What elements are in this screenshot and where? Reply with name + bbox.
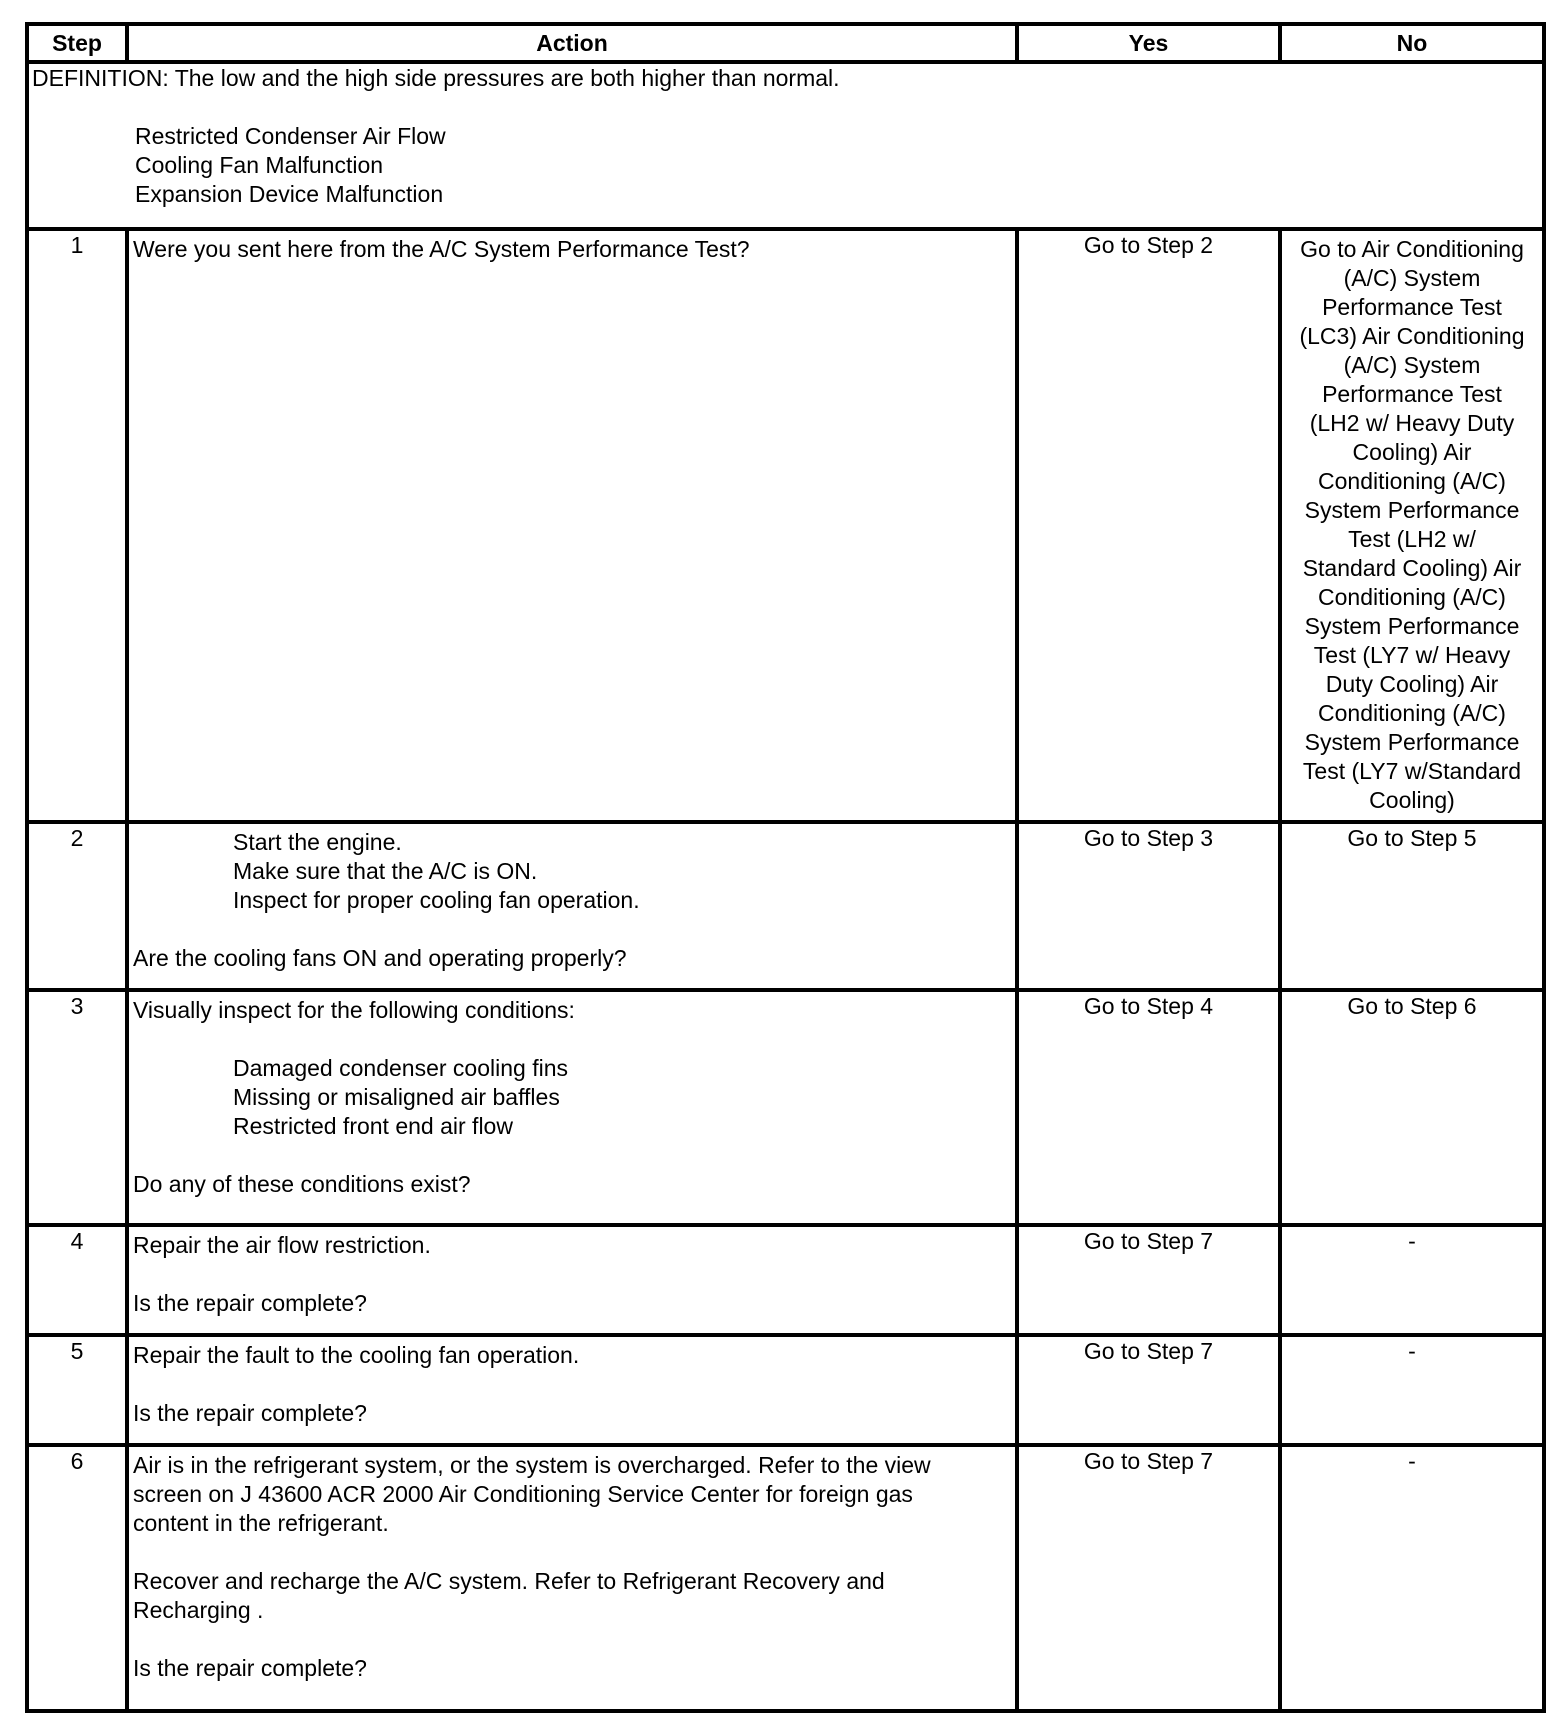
action-question: Is the repair complete? [133,1655,367,1681]
action-question: Is the repair complete? [133,1400,367,1426]
action-question: Do any of these conditions exist? [133,1171,471,1197]
action-text: Air is in the refrigerant system, or the system is overcharged. Refer to the view [133,1452,931,1478]
action-intro: Repair the fault to the cooling fan operation. [133,1342,580,1368]
definition-text: DEFINITION: The low and the high side pressures are both higher than normal. [32,65,840,91]
no-result [1280,229,1544,822]
no-line: Standard Cooling) Air [1302,555,1522,581]
action-item: Start the engine. [233,829,402,855]
action-question: Is the repair complete? [133,1290,367,1316]
action-question: Were you sent here from the A/C System Performance Test? [133,236,750,262]
cause-item: Expansion Device Malfunction [135,181,444,207]
yes-result: Go to Step 7 [1017,1335,1280,1445]
yes-result: Go to Step 4 [1017,990,1280,1225]
action-text: Recharging . [133,1597,264,1623]
diagnostic-table [25,22,1546,1713]
no-line: Performance Test [1322,381,1502,407]
no-line: Cooling) [1369,787,1455,813]
action-intro: Visually inspect for the following conditions: [133,997,575,1023]
yes-result: Go to Step 2 [1017,229,1280,822]
action-cell [127,229,1017,822]
no-line: System Performance [1304,729,1520,755]
step-row-1 [27,229,1544,822]
action-text: content in the refrigerant. [133,1510,389,1536]
no-line: Conditioning (A/C) [1318,700,1506,726]
yes-result: Go to Step 3 [1017,822,1280,990]
no-line: System Performance [1304,497,1520,523]
step-number: 4 [27,1225,127,1335]
no-line: Duty Cooling) Air [1325,671,1499,697]
step-number: 1 [27,229,127,822]
action-cell [127,1445,1017,1711]
step-number: 3 [27,990,127,1225]
no-line: (A/C) System [1343,352,1481,378]
no-line: Test (LH2 w/ [1348,526,1476,552]
step-row-3 [27,990,1544,1225]
no-line: Conditioning (A/C) [1318,468,1506,494]
no-result: - [1280,1335,1544,1445]
action-intro: Repair the air flow restriction. [133,1232,431,1258]
yes-result: Go to Step 7 [1017,1445,1280,1711]
action-text: Recover and recharge the A/C system. Refer to Refrigerant Recovery and [133,1568,885,1594]
header-no: No [1280,24,1544,62]
yes-result: Go to Step 7 [1017,1225,1280,1335]
definition-cell [27,62,1544,229]
step-row-6 [27,1445,1544,1711]
step-row-4 [27,1225,1544,1335]
cause-item: Restricted Condenser Air Flow [135,123,446,149]
action-cell [127,1225,1017,1335]
action-text: screen on J 43600 ACR 2000 Air Conditioning Service Center for foreign gas [133,1481,913,1507]
no-result: Go to Step 6 [1280,990,1544,1225]
no-line: Conditioning (A/C) [1318,584,1506,610]
definition-row [27,62,1544,229]
no-line: Cooling) Air [1352,439,1472,465]
no-line: (A/C) System [1343,265,1481,291]
no-line: (LH2 w/ Heavy Duty [1309,410,1515,436]
step-row-2 [27,822,1544,990]
no-line: Performance Test [1322,294,1502,320]
no-line: Test (LY7 w/Standard [1302,758,1522,784]
action-item: Missing or misaligned air baffles [233,1084,560,1110]
action-cell [127,990,1017,1225]
action-item: Make sure that the A/C is ON. [233,858,538,884]
header-row [27,24,1544,62]
cause-item: Cooling Fan Malfunction [135,152,384,178]
action-cell [127,1335,1017,1445]
action-item: Damaged condenser cooling fins [233,1055,568,1081]
cause-list [32,93,1538,209]
no-line: (LC3) Air Conditioning [1299,323,1525,349]
no-result: - [1280,1225,1544,1335]
action-cell [127,822,1017,990]
step-number: 2 [27,822,127,990]
step-row-5 [27,1335,1544,1445]
no-result: Go to Step 5 [1280,822,1544,990]
step-number: 5 [27,1335,127,1445]
no-line: Go to Air Conditioning [1300,236,1524,262]
step-number: 6 [27,1445,127,1711]
header-yes: Yes [1017,24,1280,62]
no-line: System Performance [1304,613,1520,639]
action-question: Are the cooling fans ON and operating properly? [133,945,627,971]
header-action: Action [127,24,1017,62]
no-line: Test (LY7 w/ Heavy [1313,642,1511,668]
no-result: - [1280,1445,1544,1711]
header-step: Step [27,24,127,62]
action-item: Restricted front end air flow [233,1113,513,1139]
action-item: Inspect for proper cooling fan operation. [233,887,640,913]
